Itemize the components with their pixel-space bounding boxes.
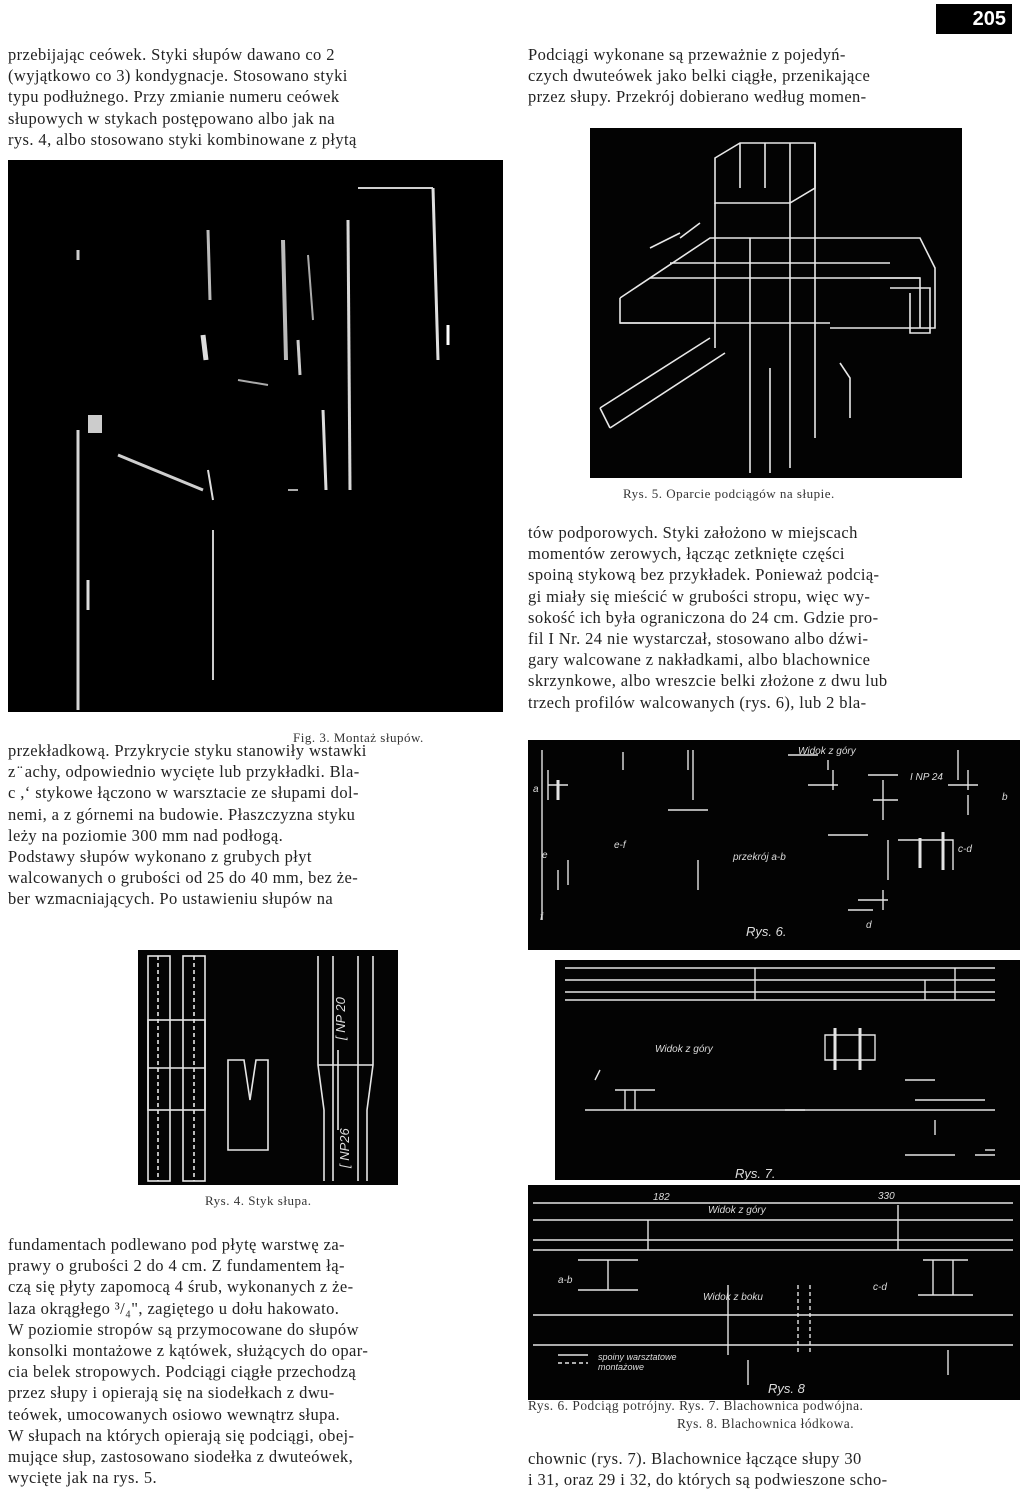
text-line: (wyjątkowo co 3) kondygnacje. Stosowano styki bbox=[8, 66, 348, 86]
text-line: wycięte jak na rys. 5. bbox=[8, 1468, 158, 1488]
text-line: prawy o grubości 2 do 4 cm. Z fundamentem łą- bbox=[8, 1256, 345, 1276]
fig6-label-ip24: I NP 24 bbox=[910, 772, 943, 783]
text-line: Podciągi wykonane są przeważnie z pojedyń- bbox=[528, 45, 846, 64]
text-line: rys. 4, albo stosowano styki kombinowane z płytą bbox=[8, 129, 357, 149]
text-line: nemi, a z górnemi na budowie. Płaszczyzna styku bbox=[8, 804, 356, 824]
text-line: przebijając ceówek. Styki słupów dawano co 2 bbox=[8, 45, 335, 64]
figures-6-7-8-caption-line-1: Rys. 6. Podciąg potrójny. Rys. 7. Blachownica podwójna. bbox=[528, 1398, 864, 1413]
fig4-label-np26: [ NP26 bbox=[337, 1128, 352, 1168]
text-line: czą się płyty zapomocą 4 śrub, wykonanych z że- bbox=[8, 1277, 354, 1297]
fig8-label-dim2: 330 bbox=[878, 1191, 895, 1202]
fig6-label-e: e bbox=[542, 850, 548, 861]
text-line: walcowanych o grubości od 25 do 40 mm, bez że- bbox=[8, 868, 359, 888]
text-line: tów podporowych. Styki założono w miejscach bbox=[528, 523, 858, 542]
text-line: skrzynkowe, albo wreszcie belki złożone z dwu lub bbox=[528, 671, 888, 691]
figure-5-caption: Rys. 5. Oparcie podciągów na słupie. bbox=[623, 486, 835, 501]
text-line: ber wzmacniających. Po ustawieniu słupów na bbox=[8, 889, 334, 909]
text-line: W poziomie stropów są przymocowane do słupów bbox=[8, 1319, 359, 1339]
figure-4-caption: Rys. 4. Styk słupa. bbox=[205, 1193, 312, 1208]
figure-7-double-plate-girder bbox=[555, 960, 1020, 1180]
fig6-label-cd: c-d bbox=[958, 844, 972, 855]
text-line: czych dwuteówek jako belki ciągłe, przenikające bbox=[528, 66, 871, 86]
figure-8-boat-plate-girder bbox=[528, 1185, 1020, 1400]
left-paragraph-3 bbox=[8, 1234, 503, 1488]
fig8-label-dim1: 182 bbox=[653, 1192, 670, 1203]
fig8-title: Rys. 8 bbox=[768, 1381, 805, 1396]
text-line: gi miały się mieścić w grubości stropu, więc wy- bbox=[528, 586, 871, 606]
figure-5-beam-support bbox=[590, 128, 962, 478]
fig6-label-top-view: Widok z góry bbox=[798, 746, 856, 757]
page-number: 205 bbox=[936, 4, 1012, 34]
figures-6-7-8-caption-line-2: Rys. 8. Blachownica łódkowa. bbox=[677, 1416, 855, 1431]
montage-photo-image bbox=[8, 160, 503, 712]
fig4-label-np20: [ NP 20 bbox=[333, 997, 348, 1040]
fig6-label-ef: e-f bbox=[614, 840, 626, 851]
text-line: mujące słup, zastosowano siodełka z dwuteówek, bbox=[8, 1447, 354, 1467]
figure-3-caption: Fig. 3. Montaż słupów. bbox=[293, 730, 424, 745]
text-line: gary walcowane z nakładkami, albo blachownice bbox=[528, 650, 871, 670]
fig6-label-b: b bbox=[1002, 792, 1008, 803]
figure-3-montage-photo bbox=[8, 160, 503, 712]
text-line: przekładkową. Przykrycie styku stanowiły wstawki bbox=[8, 741, 367, 760]
text-line: typu podłużnego. Przy zmianie numeru ceówek bbox=[8, 87, 340, 107]
fig6-title: Rys. 6. bbox=[746, 924, 787, 939]
text-line: sokość ich była ograniczona do 24 cm. Gdzie pro- bbox=[528, 607, 879, 627]
text-line: W słupach na których opierają się podciągi, obej- bbox=[8, 1425, 355, 1445]
text-line: przez słupy i opierają się na siodełkach z dwu- bbox=[8, 1383, 335, 1403]
fig8-legend-site-welds: montażowe bbox=[598, 1362, 645, 1372]
text-line: c ,ʻ stykowe łączono w warsztacie ze słupami dol- bbox=[8, 783, 359, 803]
fig7-label-top-view: Widok z góry bbox=[655, 1044, 713, 1055]
text-line: przez słupy. Przekrój dobierano według momen- bbox=[528, 87, 867, 107]
fig6-label-section: przekrój a-b bbox=[733, 852, 786, 863]
text-line: Podstawy słupów wykonano z grubych płyt bbox=[8, 847, 312, 867]
figure-6-triple-girder bbox=[528, 740, 1020, 950]
text-line: trzech profilów walcowanych (rys. 6), lub 2 bla- bbox=[528, 692, 867, 712]
text-line: i 31, oraz 29 i 32, do których są podwieszone scho- bbox=[528, 1470, 888, 1490]
fig8-label-ab: a-b bbox=[558, 1275, 573, 1286]
figure-4-column-splice bbox=[138, 950, 398, 1185]
text-line: teówek, umocowanych osiowo wewnątrz słupa. bbox=[8, 1404, 341, 1424]
fig8-legend-shop-welds: spoiny warsztatowe bbox=[598, 1352, 677, 1362]
text-line: słupowych w stykach postępowano albo jak na bbox=[8, 108, 335, 128]
text-line: z ̈ achy, odpowiednio wycięte lub przykładki. Bla- bbox=[8, 762, 360, 782]
text-line: laza okrągłego ³/₄", zagiętego u dołu hakowato. bbox=[8, 1298, 340, 1318]
text-line: momentów zerowych, łącząc zetknięte części bbox=[528, 544, 845, 564]
text-line: spoiną stykową bez przykładek. Ponieważ podcią- bbox=[528, 565, 880, 585]
text-line: konsolki montażowe z kątówek, służących do opar- bbox=[8, 1341, 369, 1361]
fig6-label-f: f bbox=[540, 912, 543, 923]
text-line: chownic (rys. 7). Blachownice łączące słupy 30 bbox=[528, 1449, 862, 1468]
right-paragraph-2 bbox=[528, 522, 1016, 713]
fig8-label-cd: c-d bbox=[873, 1282, 887, 1293]
left-paragraph-1 bbox=[8, 44, 503, 150]
text-line: fundamentach podlewano pod płytę warstwę za- bbox=[8, 1235, 345, 1254]
fig6-label-d: d bbox=[866, 920, 872, 931]
right-paragraph-3 bbox=[528, 1448, 1016, 1490]
fig8-label-side-view: Widok z boku bbox=[703, 1292, 763, 1303]
text-line: cia belek stropowych. Podciągi ciągłe przechodzą bbox=[8, 1362, 357, 1382]
fig7-title: Rys. 7. bbox=[735, 1166, 776, 1180]
fig6-label-a: a bbox=[533, 784, 539, 795]
text-line: leży na poziomie 300 mm nad podłogą. bbox=[8, 825, 284, 845]
text-line: fil I Nr. 24 nie wystarczał, stosowano albo dźwi- bbox=[528, 629, 869, 649]
left-paragraph-2 bbox=[8, 740, 503, 910]
fig8-label-top-view: Widok z góry bbox=[708, 1205, 766, 1216]
right-paragraph-1 bbox=[528, 44, 1016, 108]
